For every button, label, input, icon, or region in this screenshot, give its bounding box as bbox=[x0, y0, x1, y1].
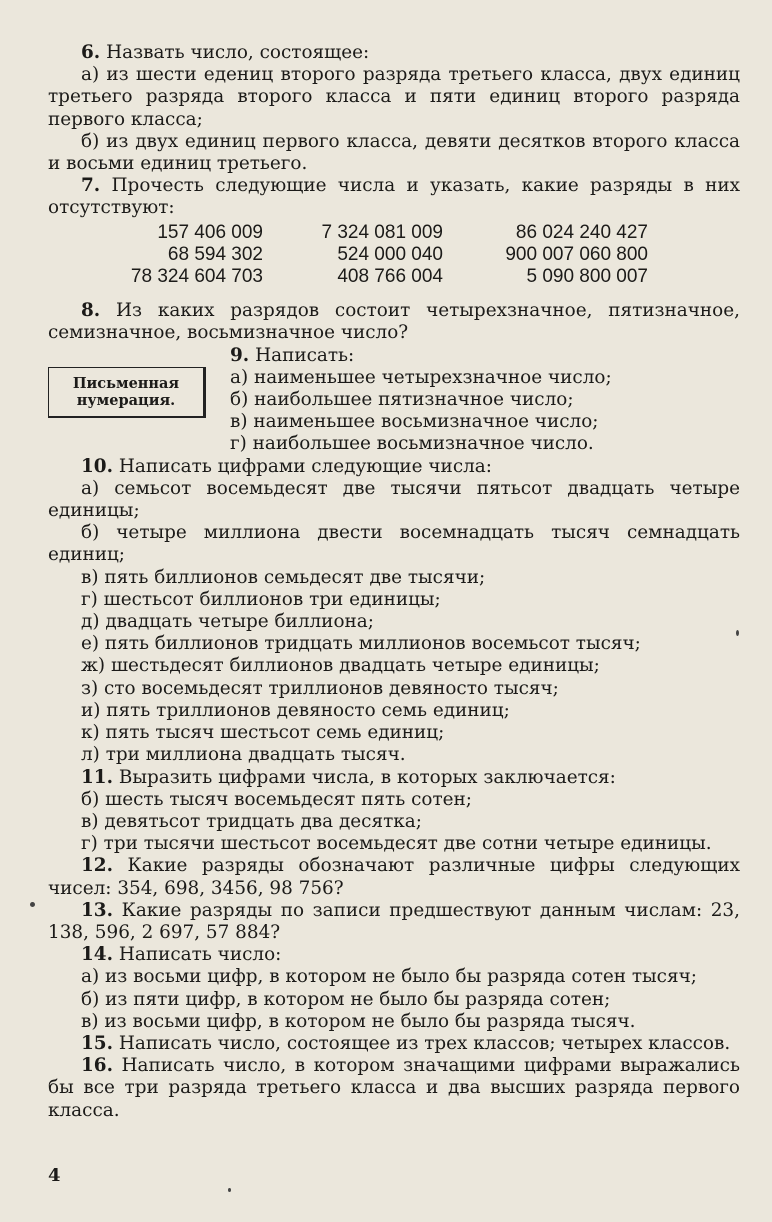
ink-speck bbox=[30, 902, 35, 907]
exercise-10-item: и) пять триллионов девяносто семь единиц; bbox=[81, 699, 510, 721]
exercise-11-item: б) шесть тысяч восемьдесят пять сотен; bbox=[81, 788, 472, 810]
exercise-10-item: д) двадцать четыре биллиона; bbox=[81, 611, 374, 633]
exercise-text: Написать число: bbox=[118, 944, 282, 966]
exercise-number: 6. bbox=[81, 42, 101, 63]
exercise-text: Назвать число, состоящее: bbox=[106, 42, 370, 63]
exercise-number: 16. bbox=[81, 1055, 113, 1077]
exercise-number: 15. bbox=[81, 1032, 113, 1054]
exercise-8 bbox=[48, 300, 740, 344]
exercise-text: Прочесть следующие числа и указать, какие разряды в них отсутствуют: bbox=[48, 175, 740, 219]
exercise-14-item: в) из восьми цифр, в котором не было бы разряда тысяч. bbox=[81, 1010, 636, 1032]
exercise-10 bbox=[48, 456, 740, 478]
exercise-text: Написать число, в котором значащими цифрами выражались бы все три разряда третьего класса и два высших разряда первого класса. bbox=[48, 1055, 740, 1121]
exercise-10-item: з) сто восемьдесят триллионов девяносто тысяч; bbox=[81, 677, 559, 699]
exercise-text: Написать цифрами следующие числа: bbox=[118, 455, 492, 477]
exercise-11-item: г) три тысячи шестьсот восемьдесят две сотни четыре единицы. bbox=[81, 833, 712, 855]
number-cell: 78 324 604 703 bbox=[130, 266, 263, 288]
exercise-text: Написать число, состоящее из трех классов; четырех классов. bbox=[118, 1032, 731, 1054]
exercise-number: 8. bbox=[81, 300, 101, 322]
exercise-9-item: а) наименьшее четырехзначное число; bbox=[230, 366, 612, 388]
exercise-10-item: к) пять тысяч шестьсот семь единиц; bbox=[81, 722, 445, 744]
number-cell: 86 024 240 427 bbox=[515, 221, 648, 243]
exercise-7 bbox=[48, 175, 740, 219]
exercise-10b: б) четыре миллиона двести восемнадцать тысяч семнадцать единиц; bbox=[48, 522, 740, 566]
exercise-10a: а) семьсот восемьдесят две тысячи пятьсот двадцать четыре единицы; bbox=[48, 477, 740, 522]
exercise-10-item: в) пять биллионов семьдесят две тысячи; bbox=[81, 566, 486, 588]
number-cell: 68 594 302 bbox=[167, 243, 263, 265]
ink-speck bbox=[736, 630, 739, 636]
exercise-text: Выразить цифрами числа, в которых заключается: bbox=[118, 766, 616, 788]
number-cell: 524 000 040 bbox=[337, 243, 443, 265]
exercise-number: 7. bbox=[81, 175, 101, 197]
page-number: 4 bbox=[48, 1165, 61, 1186]
exercise-6 bbox=[48, 42, 740, 64]
exercise-9 bbox=[230, 345, 740, 456]
exercise-9-item: г) наибольшее восьмизначное число. bbox=[230, 433, 594, 455]
exercise-number: 13. bbox=[81, 899, 113, 921]
exercise-text: Какие разряды по записи предшествуют данным числам: 23, 138, 596, 2 697, 57 884? bbox=[48, 899, 740, 943]
exercise-10-item: г) шестьсот биллионов три единицы; bbox=[81, 588, 441, 610]
exercise-10-item: е) пять биллионов тридцать миллионов восемьсот тысяч; bbox=[81, 633, 641, 655]
ink-speck bbox=[228, 1188, 231, 1192]
exercise-number: 12. bbox=[81, 855, 113, 877]
exercise-number: 10. bbox=[81, 455, 113, 477]
exercise-6a: а) из шести едениц второго разряда третьего класса, двух единиц третьего разряда второго класса и пяти единиц второго разряда первого класса; bbox=[48, 64, 740, 130]
exercise-12 bbox=[48, 855, 740, 899]
exercise-6b: б) из двух единиц первого класса, девяти десятков второго класса и восьми единиц третьего. bbox=[48, 130, 740, 175]
exercise-number: 14. bbox=[81, 944, 113, 966]
number-cell: 7 324 081 009 bbox=[321, 221, 443, 243]
sidebar-box-wrap bbox=[48, 345, 230, 456]
exercise-14-item: а) из восьми цифр, в котором не было бы разряда сотен тысяч; bbox=[81, 966, 697, 988]
exercise-13 bbox=[48, 900, 740, 944]
exercise-10-item: л) три миллиона двадцать тысяч. bbox=[81, 744, 406, 766]
number-cell: 900 007 060 800 bbox=[505, 243, 648, 265]
section-heading-box: Письменная нумерация. bbox=[48, 367, 206, 418]
exercise-15 bbox=[48, 1033, 740, 1055]
exercise-9-item: в) наименьшее восьмизначное число; bbox=[230, 411, 599, 433]
exercise-9-title bbox=[230, 345, 740, 367]
exercise-number: 9. bbox=[230, 344, 250, 366]
numbers-table bbox=[48, 222, 740, 289]
exercise-9-item: б) наибольшее пятизначное число; bbox=[230, 389, 574, 411]
exercise-11-item: в) девятьсот тридцать два десятка; bbox=[81, 810, 422, 832]
exercise-11 bbox=[48, 767, 740, 789]
exercise-text: Написать: bbox=[255, 344, 355, 366]
page-text bbox=[48, 42, 740, 1122]
exercise-number: 11. bbox=[81, 766, 113, 788]
number-cell: 5 090 800 007 bbox=[526, 266, 648, 288]
number-cell: 157 406 009 bbox=[157, 221, 263, 243]
exercise-16 bbox=[48, 1055, 740, 1122]
exercise-14 bbox=[48, 944, 740, 966]
number-cell: 408 766 004 bbox=[337, 266, 443, 288]
exercise-14-item: б) из пяти цифр, в котором не было бы разряда сотен; bbox=[81, 988, 611, 1010]
exercise-10-item: ж) шестьдесят биллионов двадцать четыре единицы; bbox=[81, 655, 600, 677]
exercise-text: Какие разряды обозначают различные цифры следующих чисел: 354, 698, 3456, 98 756? bbox=[48, 855, 740, 899]
exercise-9-row bbox=[48, 345, 740, 456]
exercise-text: Из каких разрядов состоит четырехзначное, пятизначное, семизначное, восьмизначное число? bbox=[48, 300, 740, 344]
